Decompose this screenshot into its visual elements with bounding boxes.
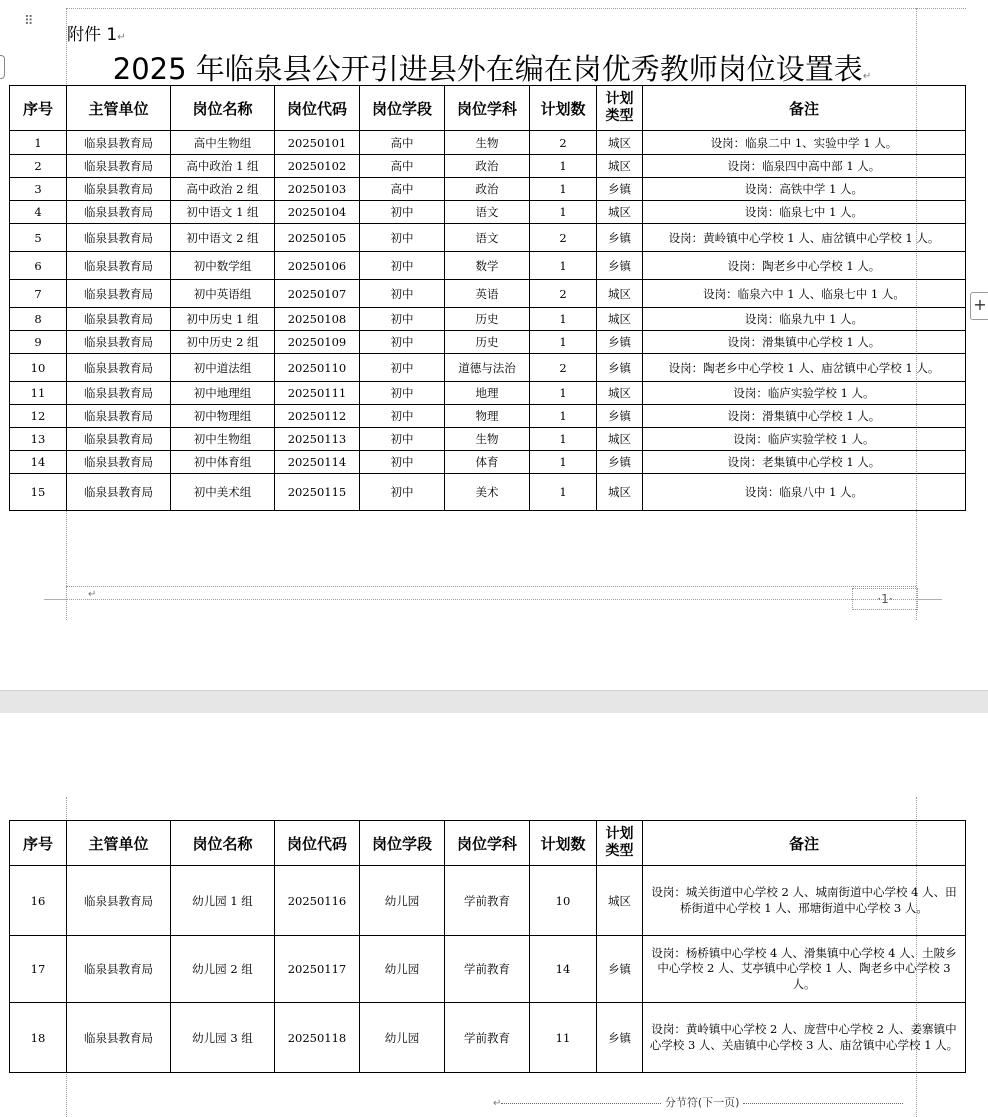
cell-subject: 语文 (445, 224, 530, 252)
cell-index: 12 (10, 405, 67, 428)
cell-unit: 临泉县教育局 (67, 224, 171, 252)
cell-subject: 地理 (445, 382, 530, 405)
cell-notes: 设岗：陶老乡中心学校 1 人。 (643, 252, 966, 280)
cell-plan-type: 乡镇 (597, 178, 643, 201)
margin-guide-top (66, 8, 966, 9)
cell-subject: 政治 (445, 155, 530, 178)
side-tab-handle[interactable] (0, 55, 5, 79)
cell-plan-type: 城区 (597, 866, 643, 936)
cell-notes: 设岗：黄岭镇中心学校 2 人、庞营中心学校 2 人、姜寨镇中心学校 3 人、关庙镇中心学校 3 人、庙岔镇中心学校 1 人。 (643, 1003, 966, 1073)
cell-plan-count: 1 (530, 252, 597, 280)
header-index: 序号 (10, 821, 67, 866)
cell-index: 17 (10, 936, 67, 1003)
cell-notes: 设岗：滑集镇中心学校 1 人。 (643, 331, 966, 354)
cell-plan-type: 城区 (597, 428, 643, 451)
cell-position-name: 初中生物组 (171, 428, 275, 451)
positions-table-continued (9, 820, 966, 1073)
cell-stage: 高中 (360, 131, 445, 155)
cell-stage: 初中 (360, 201, 445, 224)
cell-position-name: 初中历史 2 组 (171, 331, 275, 354)
cell-plan-type: 乡镇 (597, 451, 643, 474)
cell-position-code: 20250108 (275, 308, 360, 331)
cell-position-name: 初中数学组 (171, 252, 275, 280)
cell-plan-count: 1 (530, 178, 597, 201)
header-unit: 主管单位 (67, 86, 171, 131)
table-row (10, 280, 966, 308)
cell-position-name: 初中语文 1 组 (171, 201, 275, 224)
cell-subject: 历史 (445, 308, 530, 331)
cell-position-code: 20250107 (275, 280, 360, 308)
cell-index: 5 (10, 224, 67, 252)
cell-plan-count: 2 (530, 354, 597, 382)
cell-subject: 生物 (445, 131, 530, 155)
cell-notes: 设岗：临庐实验学校 1 人。 (643, 428, 966, 451)
table-row (10, 428, 966, 451)
header-index: 序号 (10, 86, 67, 131)
cell-plan-count: 10 (530, 866, 597, 936)
cell-subject: 学前教育 (445, 866, 530, 936)
cell-stage: 高中 (360, 155, 445, 178)
cell-stage: 初中 (360, 308, 445, 331)
cell-notes: 设岗：杨桥镇中心学校 4 人、滑集镇中心学校 4 人、土陂乡中心学校 2 人、艾亭镇中心学校 1 人、陶老乡中心学校 3 人。 (643, 936, 966, 1003)
header-position-code: 岗位代码 (275, 821, 360, 866)
header-notes: 备注 (643, 821, 966, 866)
cell-subject: 政治 (445, 178, 530, 201)
cell-position-code: 20250115 (275, 474, 360, 511)
cell-notes: 设岗：临泉八中 1 人。 (643, 474, 966, 511)
cell-index: 7 (10, 280, 67, 308)
cell-position-name: 高中生物组 (171, 131, 275, 155)
cell-plan-type: 城区 (597, 131, 643, 155)
cell-position-name: 初中地理组 (171, 382, 275, 405)
table-row (10, 866, 966, 936)
cell-stage: 初中 (360, 331, 445, 354)
cell-unit: 临泉县教育局 (67, 1003, 171, 1073)
cell-position-name: 初中道法组 (171, 354, 275, 382)
cell-stage: 初中 (360, 224, 445, 252)
cell-notes: 设岗：老集镇中心学校 1 人。 (643, 451, 966, 474)
cell-plan-count: 1 (530, 474, 597, 511)
cell-index: 4 (10, 201, 67, 224)
cell-plan-type: 乡镇 (597, 1003, 643, 1073)
cell-subject: 历史 (445, 331, 530, 354)
cell-position-code: 20250114 (275, 451, 360, 474)
cell-position-code: 20250109 (275, 331, 360, 354)
cell-plan-type: 城区 (597, 382, 643, 405)
cell-notes: 设岗：临泉九中 1 人。 (643, 308, 966, 331)
cell-subject: 数学 (445, 252, 530, 280)
cell-stage: 初中 (360, 428, 445, 451)
cell-position-code: 20250111 (275, 382, 360, 405)
cell-unit: 临泉县教育局 (67, 382, 171, 405)
cell-position-name: 幼儿园 2 组 (171, 936, 275, 1003)
table-row (10, 451, 966, 474)
cell-position-name: 初中体育组 (171, 451, 275, 474)
cell-notes: 设岗：临泉七中 1 人。 (643, 201, 966, 224)
table-row (10, 354, 966, 382)
cell-unit: 临泉县教育局 (67, 428, 171, 451)
footer-guide (66, 599, 916, 600)
cell-stage: 初中 (360, 382, 445, 405)
cell-unit: 临泉县教育局 (67, 280, 171, 308)
cell-notes: 设岗：临泉二中 1、实验中学 1 人。 (643, 131, 966, 155)
cell-stage: 初中 (360, 405, 445, 428)
cell-plan-count: 1 (530, 308, 597, 331)
cell-index: 14 (10, 451, 67, 474)
cell-unit: 临泉县教育局 (67, 155, 171, 178)
page-gap (0, 690, 988, 714)
table-header-row-p2 (10, 821, 966, 866)
cell-position-code: 20250105 (275, 224, 360, 252)
cell-position-name: 初中物理组 (171, 405, 275, 428)
cell-plan-type: 城区 (597, 308, 643, 331)
header-plan-count: 计划数 (530, 86, 597, 131)
add-column-button[interactable]: + (970, 292, 988, 320)
cell-position-name: 高中政治 2 组 (171, 178, 275, 201)
table-row (10, 252, 966, 280)
cell-position-code: 20250101 (275, 131, 360, 155)
cell-subject: 英语 (445, 280, 530, 308)
header-plan-type: 计划 类型 (597, 86, 643, 131)
footer-edge-right (916, 599, 942, 600)
cell-position-name: 幼儿园 1 组 (171, 866, 275, 936)
cell-unit: 临泉县教育局 (67, 178, 171, 201)
table-row (10, 308, 966, 331)
cell-unit: 临泉县教育局 (67, 252, 171, 280)
cell-notes: 设岗：临泉六中 1 人、临泉七中 1 人。 (643, 280, 966, 308)
cell-position-name: 幼儿园 3 组 (171, 1003, 275, 1073)
cell-position-name: 初中英语组 (171, 280, 275, 308)
cell-unit: 临泉县教育局 (67, 131, 171, 155)
table-row (10, 405, 966, 428)
cell-unit: 临泉县教育局 (67, 405, 171, 428)
header-position-name: 岗位名称 (171, 821, 275, 866)
attachment-label: 附件 1↵ (67, 25, 126, 45)
cell-unit: 临泉县教育局 (67, 308, 171, 331)
cell-position-name: 初中美术组 (171, 474, 275, 511)
document-title: 2025 年临泉县公开引进县外在编在岗优秀教师岗位设置表↵ (112, 52, 872, 86)
cell-subject: 学前教育 (445, 1003, 530, 1073)
cell-subject: 学前教育 (445, 936, 530, 1003)
cell-stage: 初中 (360, 252, 445, 280)
table-row (10, 201, 966, 224)
cell-index: 6 (10, 252, 67, 280)
cell-stage: 初中 (360, 474, 445, 511)
cell-position-name: 初中历史 1 组 (171, 308, 275, 331)
header-plan-count: 计划数 (530, 821, 597, 866)
cell-index: 8 (10, 308, 67, 331)
header-plan-type: 计划 类型 (597, 821, 643, 866)
page-number: ·1· (852, 588, 918, 610)
cell-plan-count: 1 (530, 331, 597, 354)
cell-plan-count: 1 (530, 451, 597, 474)
cell-plan-type: 城区 (597, 280, 643, 308)
cell-position-name: 初中语文 2 组 (171, 224, 275, 252)
cell-plan-count: 2 (530, 131, 597, 155)
cell-position-code: 20250118 (275, 1003, 360, 1073)
cell-plan-type: 乡镇 (597, 252, 643, 280)
table-header-row (10, 86, 966, 131)
cell-plan-type: 城区 (597, 474, 643, 511)
cell-stage: 初中 (360, 451, 445, 474)
cell-stage: 高中 (360, 178, 445, 201)
header-unit: 主管单位 (67, 821, 171, 866)
table-row (10, 224, 966, 252)
table-row (10, 155, 966, 178)
cell-notes: 设岗：黄岭镇中心学校 1 人、庙岔镇中心学校 1 人。 (643, 224, 966, 252)
cell-position-code: 20250103 (275, 178, 360, 201)
cell-position-code: 20250116 (275, 866, 360, 936)
cell-notes: 设岗：陶老乡中心学校 1 人、庙岔镇中心学校 1 人。 (643, 354, 966, 382)
cell-stage: 幼儿园 (360, 936, 445, 1003)
cell-plan-count: 1 (530, 201, 597, 224)
cell-subject: 语文 (445, 201, 530, 224)
cell-position-code: 20250102 (275, 155, 360, 178)
cell-unit: 临泉县教育局 (67, 474, 171, 511)
cell-unit: 临泉县教育局 (67, 451, 171, 474)
cell-unit: 临泉县教育局 (67, 331, 171, 354)
cell-index: 15 (10, 474, 67, 511)
cell-plan-type: 乡镇 (597, 936, 643, 1003)
table-row (10, 131, 966, 155)
cell-position-code: 20250106 (275, 252, 360, 280)
header-position-name: 岗位名称 (171, 86, 275, 131)
cell-plan-count: 11 (530, 1003, 597, 1073)
cell-stage: 初中 (360, 280, 445, 308)
cell-stage: 初中 (360, 354, 445, 382)
footer-guide-top (66, 586, 916, 587)
cell-plan-count: 1 (530, 428, 597, 451)
cell-index: 16 (10, 866, 67, 936)
cell-subject: 美术 (445, 474, 530, 511)
table-row (10, 1003, 966, 1073)
cell-index: 11 (10, 382, 67, 405)
cell-plan-type: 城区 (597, 201, 643, 224)
table-row (10, 936, 966, 1003)
cell-plan-type: 乡镇 (597, 354, 643, 382)
header-stage: 岗位学段 (360, 86, 445, 131)
cell-plan-count: 2 (530, 280, 597, 308)
cell-position-code: 20250110 (275, 354, 360, 382)
paragraph-mark-icon: ↵ (88, 589, 97, 600)
table-row (10, 382, 966, 405)
table-row (10, 178, 966, 201)
positions-table (9, 85, 966, 511)
cell-unit: 临泉县教育局 (67, 201, 171, 224)
cell-index: 13 (10, 428, 67, 451)
cell-index: 3 (10, 178, 67, 201)
cell-notes: 设岗：高铁中学 1 人。 (643, 178, 966, 201)
cell-subject: 物理 (445, 405, 530, 428)
cell-index: 2 (10, 155, 67, 178)
cell-position-code: 20250113 (275, 428, 360, 451)
cell-index: 9 (10, 331, 67, 354)
cell-stage: 幼儿园 (360, 1003, 445, 1073)
cell-index: 18 (10, 1003, 67, 1073)
header-subject: 岗位学科 (445, 86, 530, 131)
section-break-marker: ↵ 分节符(下一页) (493, 1094, 913, 1110)
cell-index: 10 (10, 354, 67, 382)
cell-plan-type: 乡镇 (597, 331, 643, 354)
cell-plan-type: 乡镇 (597, 224, 643, 252)
cell-plan-type: 城区 (597, 155, 643, 178)
cell-notes: 设岗：滑集镇中心学校 1 人。 (643, 405, 966, 428)
cell-notes: 设岗：城关街道中心学校 2 人、城南街道中心学校 4 人、田桥街道中心学校 1 人、邢塘街道中心学校 3 人。 (643, 866, 966, 936)
cell-plan-count: 1 (530, 405, 597, 428)
cell-unit: 临泉县教育局 (67, 866, 171, 936)
footer-edge-left (44, 599, 66, 600)
cell-index: 1 (10, 131, 67, 155)
cell-plan-count: 14 (530, 936, 597, 1003)
table-row (10, 331, 966, 354)
cell-notes: 设岗：临泉四中高中部 1 人。 (643, 155, 966, 178)
cell-plan-count: 1 (530, 155, 597, 178)
header-subject: 岗位学科 (445, 821, 530, 866)
table-row (10, 474, 966, 511)
cell-unit: 临泉县教育局 (67, 936, 171, 1003)
cell-plan-type: 乡镇 (597, 405, 643, 428)
cell-subject: 生物 (445, 428, 530, 451)
cell-plan-count: 2 (530, 224, 597, 252)
cell-stage: 幼儿园 (360, 866, 445, 936)
cell-subject: 道德与法治 (445, 354, 530, 382)
table-move-handle-icon[interactable]: ⠿ (24, 14, 35, 29)
cell-unit: 临泉县教育局 (67, 354, 171, 382)
header-notes: 备注 (643, 86, 966, 131)
cell-notes: 设岗：临庐实验学校 1 人。 (643, 382, 966, 405)
cell-subject: 体育 (445, 451, 530, 474)
header-position-code: 岗位代码 (275, 86, 360, 131)
cell-position-name: 高中政治 1 组 (171, 155, 275, 178)
cell-position-code: 20250117 (275, 936, 360, 1003)
cell-position-code: 20250104 (275, 201, 360, 224)
cell-plan-count: 1 (530, 382, 597, 405)
cell-position-code: 20250112 (275, 405, 360, 428)
header-stage: 岗位学段 (360, 821, 445, 866)
